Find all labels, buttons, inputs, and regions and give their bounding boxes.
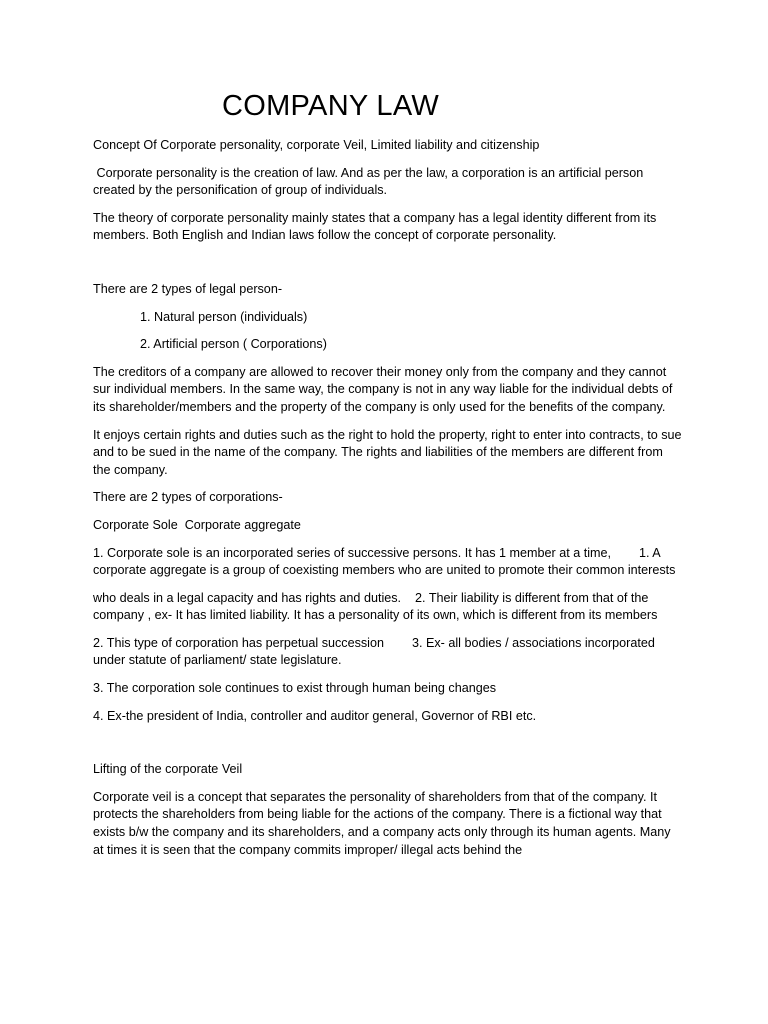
page-title: COMPANY LAW xyxy=(222,90,440,122)
paragraph-point-2: 2. This type of corporation has perpetual succession 3. Ex- all bodies / associations incorporated under statute of parliament/ state legislature. xyxy=(93,635,659,668)
paragraph-legal-capacity: who deals in a legal capacity and has rights and duties. 2. Their liability is different from that of the company , ex- It has limited liability. It has a personality of its own, which is different from its members xyxy=(93,590,658,623)
paragraph-corporate-personality: Corporate personality is the creation of law. And as per the law, a corporation is an artificial person created by the personification of group of individuals. xyxy=(93,165,647,198)
list-item-artificial-person: 2. Artificial person ( Corporations) xyxy=(140,337,327,352)
paragraph-legal-person-types: There are 2 types of legal person- xyxy=(93,281,283,296)
paragraph-rights-duties: It enjoys certain rights and duties such as the right to hold the property, right to enter into contracts, to sue and to be sued in the name of the company. The rights and liabilities of the members are different from the company. xyxy=(93,427,682,477)
paragraph-point-1: 1. Corporate sole is an incorporated series of successive persons. It has 1 member at a time, 1. A corporate aggregate is a group of coexisting members who are united to promote their common interests xyxy=(93,545,676,578)
list-item-natural-person: 1. Natural person (individuals) xyxy=(140,309,308,324)
section-heading-lifting-veil: Lifting of the corporate Veil xyxy=(93,762,243,777)
paragraph-creditors: The creditors of a company are allowed to recover their money only from the company and they cannot sur individual members. In the same way, the company is not in any way liable for the individual debts of its shareholder/members and the property of the company is only used for the benefits of the company. xyxy=(93,364,673,414)
document-body xyxy=(93,137,683,869)
paragraph-theory: The theory of corporate personality mainly states that a company has a legal identity different from its members. Both English and Indian laws follow the concept of corporate personality. xyxy=(93,210,657,243)
paragraph-corporate-veil: Corporate veil is a concept that separates the personality of shareholders from that of the company. It protects the shareholders from being liable for the actions of the company. There is a fictional way that exists b/w the company and its shareholders, and a company acts only through its human agents. Many at times it is seen that the company commits improper/ illegal acts behind the xyxy=(93,789,671,857)
paragraph-point-4: 4. Ex-the president of India, controller and auditor general, Governor of RBI etc. xyxy=(93,708,537,723)
paragraph-corporation-types: There are 2 types of corporations- xyxy=(93,490,283,505)
section-heading-concept: Concept Of Corporate personality, corporate Veil, Limited liability and citizenship xyxy=(93,138,540,152)
paragraph-sole-aggregate: Corporate Sole Corporate aggregate xyxy=(93,517,301,532)
paragraph-point-3: 3. The corporation sole continues to exist through human being changes xyxy=(93,681,497,696)
